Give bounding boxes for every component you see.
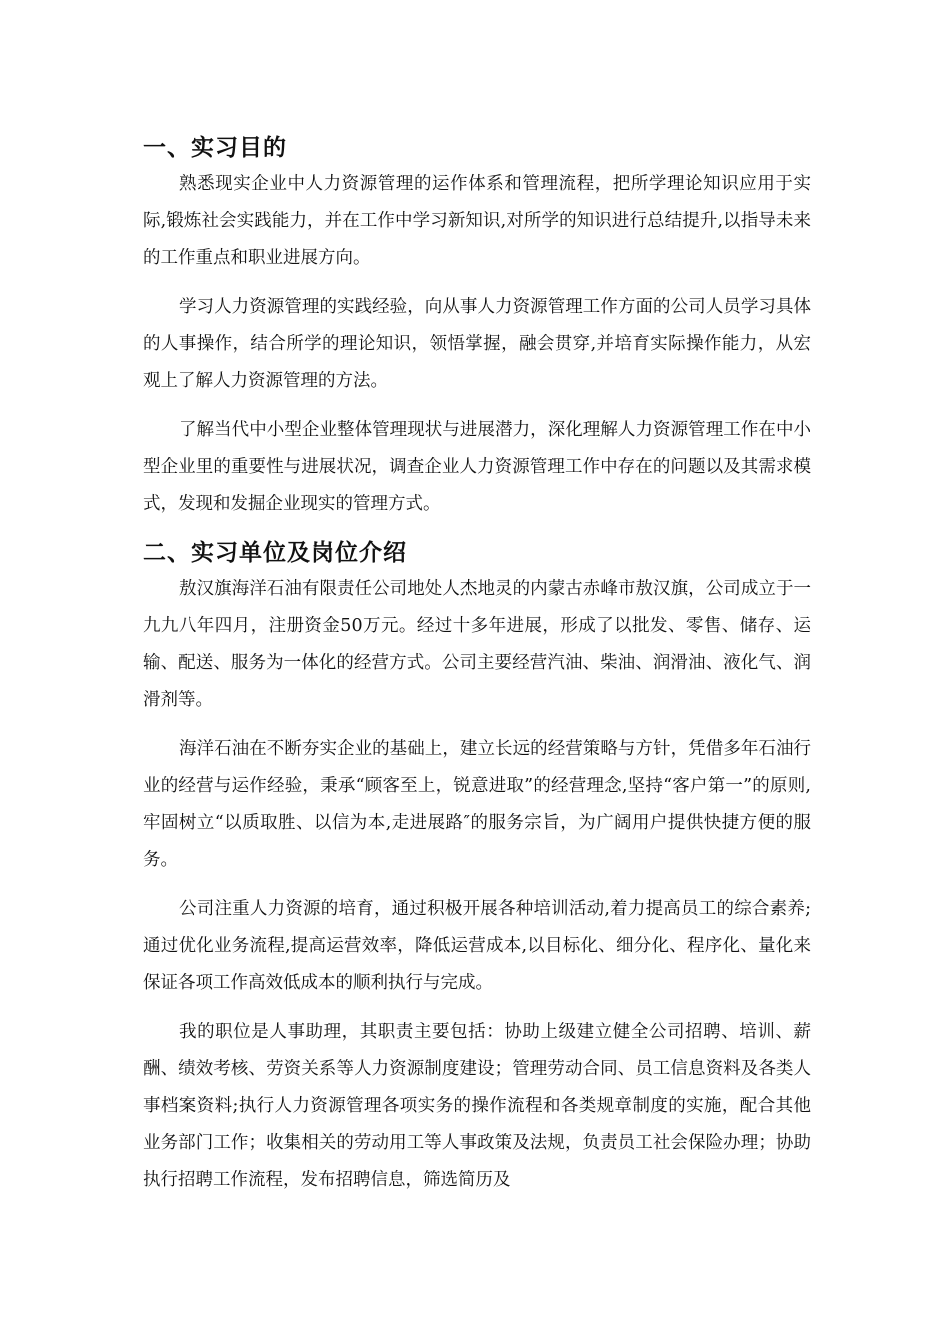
paragraph: 公司注重人力资源的培育，通过积极开展各种培训活动,着力提高员工的综合素养;通过优化业务流程,提高运营效率，降低运营成本,以目标化、细分化、程序化、量化来保证各项工作高效低成本的顺利执行与完成。: [143, 899, 811, 993]
section-heading-purpose: 一、实习目的: [143, 135, 287, 161]
paragraph: 熟悉现实企业中人力资源管理的运作体系和管理流程，把所学理论知识应用于实际,锻炼社会实践能力，并在工作中学习新知识,对所学的知识进行总结提升,以指导未来的工作重点和职业进展方向。: [143, 174, 811, 268]
paragraph: 了解当代中小型企业整体管理现状与进展潜力，深化理解人力资源管理工作在中小型企业里的重要性与进展状况，调查企业人力资源管理工作中存在的问题以及其需求模式，发现和发掘企业现实的管理方式。: [143, 420, 811, 514]
document-body: [143, 130, 811, 1211]
paragraph: 敖汉旗海洋石油有限责任公司地处人杰地灵的内蒙古赤峰市敖汉旗，公司成立于一九九八年四月，注册资金50万元。经过十多年进展，形成了以批发、零售、储存、运输、配送、服务为一体化的经营方式。公司主要经营汽油、柴油、润滑油、液化气、润滑剂等。: [143, 579, 811, 710]
paragraph: 海洋石油在不断夯实企业的基础上，建立长远的经营策略与方针，凭借多年石油行业的经营与运作经验，秉承“顾客至上，锐意进取”的经营理念,坚持“客户第一”的原则,牢固树立“以质取胜、以信为本,走进展路″的服务宗旨，为广阔用户提供快捷方便的服务。: [143, 739, 811, 870]
paragraph: 学习人力资源管理的实践经验，向从事人力资源管理工作方面的公司人员学习具体的人事操作，结合所学的理论知识，领悟掌握，融会贯穿,并培育实际操作能力，从宏观上了解人力资源管理的方法。: [143, 297, 811, 391]
paragraph: 我的职位是人事助理，其职责主要包括：协助上级建立健全公司招聘、培训、薪酬、绩效考核、劳资关系等人力资源制度建设；管理劳动合同、员工信息资料及各类人事档案资料;执行人力资源管理各项实务的操作流程和各类规章制度的实施，配合其他业务部门工作；收集相关的劳动用工等人事政策及法规，负责员工社会保险办理；协助执行招聘工作流程，发布招聘信息，筛选简历及: [143, 1022, 811, 1190]
section-heading-unit-and-position: 二、实习单位及岗位介绍: [143, 540, 407, 566]
